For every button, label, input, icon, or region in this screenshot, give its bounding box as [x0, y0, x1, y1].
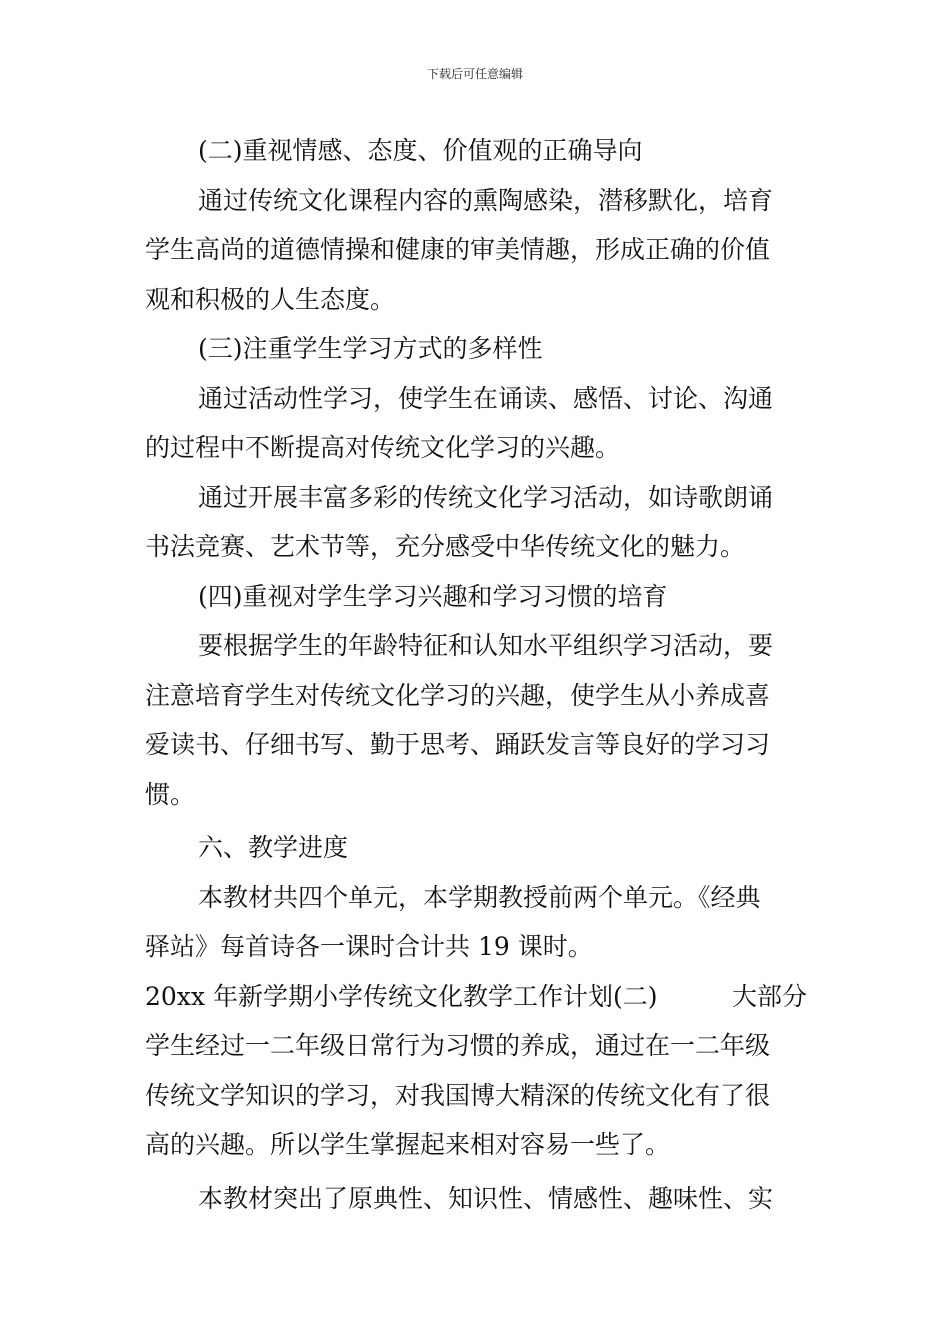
- paragraph-line: 通过开展丰富多彩的传统文化学习活动，如诗歌朗诵: [198, 482, 774, 512]
- paragraph-line: 惯。: [145, 779, 196, 809]
- paragraph-line: 通过传统文化课程内容的熏陶感染，潜移默化，培育: [198, 185, 774, 215]
- paragraph-line: 本教材共四个单元，本学期教授前两个单元。《经典: [198, 882, 761, 912]
- plan-title: 20xx 年新学期小学传统文化教学工作计划(二): [145, 981, 658, 1011]
- paragraph-line: 传统文学知识的学习，对我国博大精深的传统文化有了很: [145, 1080, 771, 1110]
- section-heading-3: (三)注重学生学习方式的多样性: [198, 334, 543, 363]
- paragraph-line: 书法竞赛、艺术节等，充分感受中华传统文化的魅力。: [145, 532, 746, 561]
- paragraph-line: 观和积极的人生态度。: [145, 284, 396, 314]
- document-body: [145, 126, 807, 1223]
- paragraph-line: 本教材突出了原典性、知识性、情感性、趣味性、实: [198, 1183, 774, 1213]
- paragraph-line: 通过活动性学习，使学生在诵读、感悟、讨论、沟通: [198, 383, 774, 413]
- section-heading-4: (四)重视对学生学习兴趣和学习习惯的培育: [198, 581, 668, 611]
- paragraph-line: 学生经过一二年级日常行为习惯的养成，通过在一二年级: [145, 1031, 771, 1060]
- paragraph-line: 注意培育学生对传统文化学习的兴趣，使学生从小养成喜: [145, 680, 771, 710]
- section-heading-2: (二)重视情感、态度、价值观的正确导向: [198, 136, 643, 165]
- paragraph-line: 爱读书、仔细书写、勤于思考、踊跃发言等良好的学习习: [145, 730, 771, 759]
- paragraph-line: 要根据学生的年龄特征和认知水平组织学习活动，要: [198, 631, 774, 660]
- section-heading-6: 六、教学进度: [198, 833, 349, 862]
- plan-title-line: [145, 972, 807, 1022]
- paragraph-line: 学生高尚的道德情操和健康的审美情趣，形成正确的价值: [145, 235, 771, 264]
- page-header-note: 下载后可任意编辑: [426, 67, 523, 81]
- paragraph-line: 的过程中不断提高对传统文化学习的兴趣。: [145, 433, 621, 462]
- plan-intro-start: 大部分: [731, 981, 807, 1011]
- paragraph-line: 驿站》每首诗各一课时合计共 19 课时。: [145, 932, 593, 961]
- paragraph-line: 高的兴趣。所以学生掌握起来相对容易一些了。: [145, 1130, 671, 1159]
